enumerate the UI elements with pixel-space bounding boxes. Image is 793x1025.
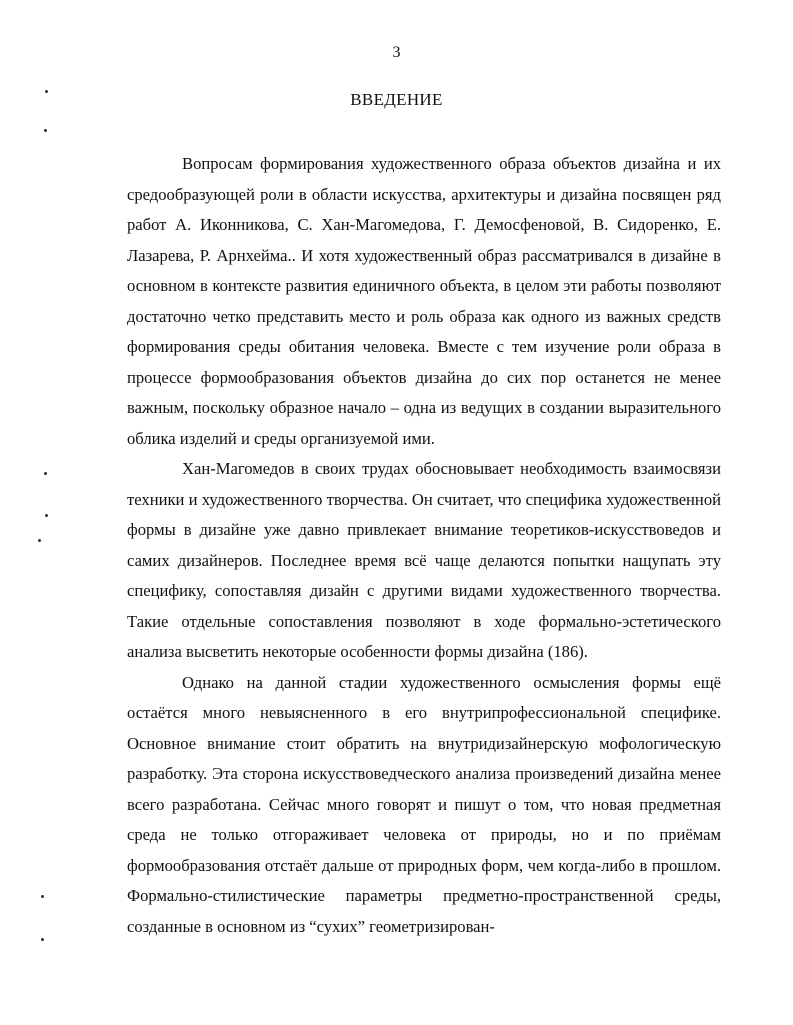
- section-title: ВВЕДЕНИЕ: [350, 90, 443, 109]
- scan-speck: [44, 472, 47, 475]
- paragraph-3: Однако на данной стадии художественного осмысления формы ещё остаётся много невыясненного в его внутрипрофессиональной специфике. Основное внимание стоит обратить на внутридизайнерскую мофологическую разработку. Эта сторона искусствоведческого анализа произведений дизайна менее всего разработана. Сейчас много говорят и пишут о том, что новая предметная среда не только отгораживает человека от природы, но и по приёмам формообразования отстаёт дальше от природных форм, чем когда-либо в прошлом. Формально-стилистические параметры предметно-пространственной среды, созданные в основном из “сухих” геометризирован-: [127, 672, 721, 936]
- scan-speck: [41, 895, 44, 898]
- page-number: 3: [392, 44, 401, 61]
- body-text: [127, 149, 721, 942]
- scan-speck: [45, 90, 48, 93]
- scan-speck: [44, 129, 47, 132]
- scan-speck: [45, 514, 48, 517]
- paragraph-2: Хан-Магомедов в своих трудах обосновывает необходимость взаимосвязи техники и художественного творчества. Он считает, что специфика художественной формы в дизайне уже давно привлекает внимание теоретиков-искусствоведов и самих дизайнеров. Последнее время всё чаще делаются попытки нащупать эту специфику, сопоставляя дизайн с другими видами художественного творчества. Такие отдельные сопоставления позволяют в ходе формально-эстетического анализа высветить некоторые особенности формы дизайна (186).: [127, 459, 721, 661]
- paragraph-1: Вопросам формирования художественного образа объектов дизайна и их средообразующей роли в области искусства, архитектуры и дизайна посвящен ряд работ А. Иконникова, С. Хан-Магомедова, Г. Демосфеновой, В. Сидоренко, Е. Лазарева, Р. Арнхейма.. И хотя художественный образ рассматривался в дизайне в основном в контексте развития единичного объекта, в целом эти работы позволяют достаточно четко представить место и роль образа как одного из важных средств формирования среды обитания человека. Вместе с тем изучение роли образа в процессе формообразования объектов дизайна до сих пор останется не менее важным, поскольку образное начало – одна из ведущих в создании выразительного облика изделий и среды организуемой ими.: [127, 154, 721, 448]
- scan-speck: [38, 539, 41, 542]
- scan-speck: [41, 938, 44, 941]
